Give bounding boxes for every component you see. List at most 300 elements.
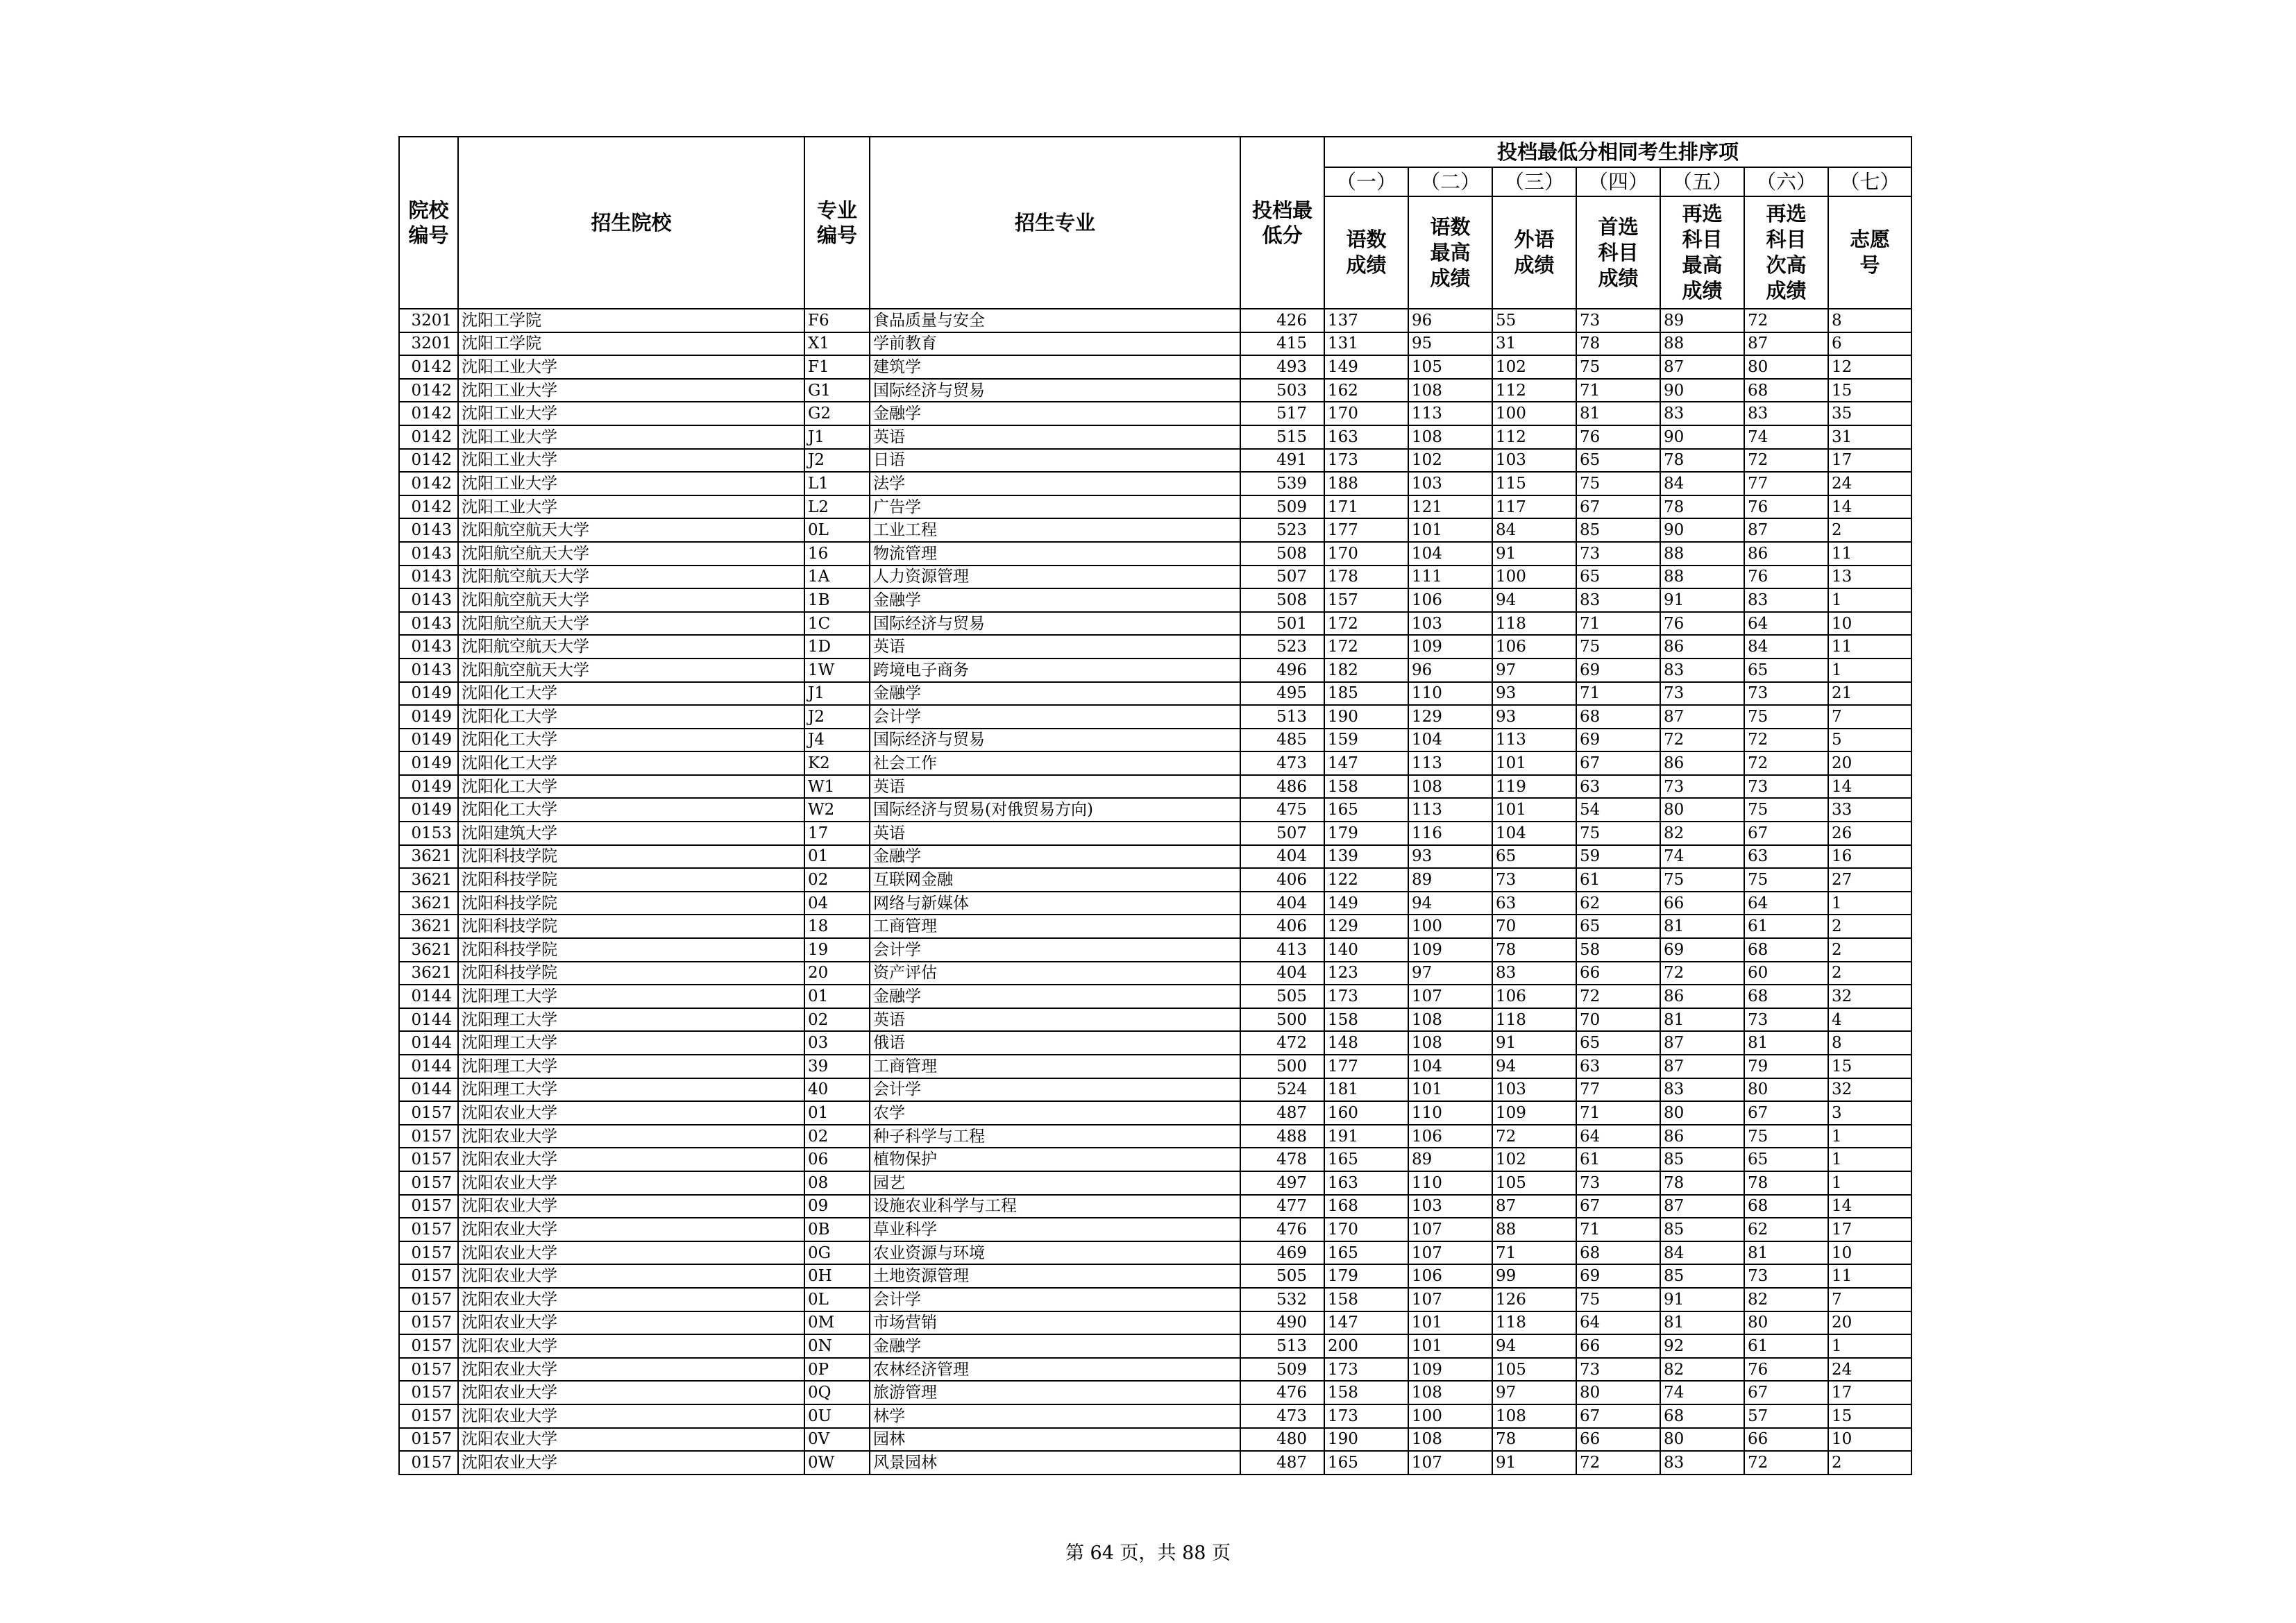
major-name-cell: 英语: [870, 635, 1240, 658]
rank7-cell: 33: [1828, 798, 1911, 822]
rank6-cell: 67: [1744, 1101, 1828, 1125]
school-name-cell: 沈阳科技学院: [458, 868, 804, 892]
rank2-cell: 101: [1408, 1334, 1492, 1358]
school-name-cell: 沈阳工学院: [458, 309, 804, 332]
school-code-cell: 0143: [399, 542, 458, 566]
min-score-cell: 505: [1240, 985, 1324, 1008]
major-code-cell: 1W: [804, 658, 870, 682]
rank3-cell: 102: [1492, 355, 1576, 379]
header-major: 招生专业: [870, 137, 1240, 309]
rank7-cell: 13: [1828, 566, 1911, 589]
table-row: [399, 332, 1911, 356]
rank6-cell: 64: [1744, 892, 1828, 915]
rank1-cell: 179: [1324, 822, 1408, 845]
rank6-cell: 67: [1744, 822, 1828, 845]
rank5-cell: 78: [1660, 495, 1744, 519]
major-code-cell: 0L: [804, 518, 870, 542]
school-name-cell: 沈阳农业大学: [458, 1358, 804, 1382]
school-name-cell: 沈阳化工大学: [458, 775, 804, 799]
rank6-cell: 72: [1744, 729, 1828, 752]
rank1-cell: 131: [1324, 332, 1408, 356]
rank2-cell: 107: [1408, 1218, 1492, 1241]
major-code-cell: J2: [804, 705, 870, 729]
rank4-cell: 78: [1576, 332, 1660, 356]
rank4-cell: 77: [1576, 1078, 1660, 1102]
rank1-cell: 182: [1324, 658, 1408, 682]
major-code-cell: G1: [804, 379, 870, 402]
min-score-cell: 496: [1240, 658, 1324, 682]
school-code-cell: 0142: [399, 402, 458, 425]
school-code-cell: 0149: [399, 751, 458, 775]
rank4-cell: 73: [1576, 309, 1660, 332]
rank7-cell: 10: [1828, 612, 1911, 636]
school-code-cell: 0143: [399, 635, 458, 658]
table-row: [399, 542, 1911, 566]
rank5-cell: 87: [1660, 1195, 1744, 1218]
rank1-cell: 173: [1324, 1358, 1408, 1382]
rank1-cell: 185: [1324, 682, 1408, 706]
rank4-cell: 71: [1576, 612, 1660, 636]
rank6-cell: 68: [1744, 1195, 1828, 1218]
min-score-cell: 487: [1240, 1101, 1324, 1125]
table-row: [399, 822, 1911, 845]
major-name-cell: 种子科学与工程: [870, 1125, 1240, 1148]
min-score-cell: 513: [1240, 705, 1324, 729]
rank2-cell: 108: [1408, 1031, 1492, 1055]
min-score-cell: 485: [1240, 729, 1324, 752]
major-name-cell: 广告学: [870, 495, 1240, 519]
rank3-cell: 94: [1492, 588, 1576, 612]
major-code-cell: 0B: [804, 1218, 870, 1241]
table-row: [399, 1264, 1911, 1288]
major-name-cell: 国际经济与贸易: [870, 612, 1240, 636]
rank6-cell: 81: [1744, 1031, 1828, 1055]
school-name-cell: 沈阳农业大学: [458, 1171, 804, 1195]
rank1-cell: 163: [1324, 425, 1408, 449]
table-row: [399, 379, 1911, 402]
school-code-cell: 0143: [399, 588, 458, 612]
rank1-cell: 190: [1324, 1428, 1408, 1452]
rank1-cell: 190: [1324, 705, 1408, 729]
rank4-cell: 66: [1576, 1334, 1660, 1358]
school-code-cell: 0143: [399, 612, 458, 636]
min-score-cell: 493: [1240, 355, 1324, 379]
table-row: [399, 1171, 1911, 1195]
rank4-cell: 65: [1576, 449, 1660, 473]
rank3-cell: 126: [1492, 1288, 1576, 1311]
rank7-cell: 11: [1828, 1264, 1911, 1288]
rank1-cell: 177: [1324, 518, 1408, 542]
school-name-cell: 沈阳科技学院: [458, 915, 804, 938]
school-code-cell: 0157: [399, 1288, 458, 1311]
min-score-cell: 415: [1240, 332, 1324, 356]
school-code-cell: 0144: [399, 985, 458, 1008]
rank7-cell: 4: [1828, 1008, 1911, 1032]
major-code-cell: 20: [804, 962, 870, 985]
table-row: [399, 495, 1911, 519]
major-code-cell: 02: [804, 1008, 870, 1032]
rank6-cell: 72: [1744, 751, 1828, 775]
rank3-cell: 101: [1492, 751, 1576, 775]
school-code-cell: 3621: [399, 868, 458, 892]
rank7-cell: 17: [1828, 1218, 1911, 1241]
table-row: [399, 1101, 1911, 1125]
major-name-cell: 金融学: [870, 845, 1240, 869]
table-row: [399, 472, 1911, 495]
school-code-cell: 0142: [399, 449, 458, 473]
rank2-cell: 121: [1408, 495, 1492, 519]
rank6-cell: 61: [1744, 1334, 1828, 1358]
min-score-cell: 478: [1240, 1148, 1324, 1171]
rank7-cell: 5: [1828, 729, 1911, 752]
rank2-cell: 107: [1408, 1241, 1492, 1265]
table-row: [399, 1381, 1911, 1404]
min-score-cell: 509: [1240, 1358, 1324, 1382]
rank2-cell: 108: [1408, 379, 1492, 402]
school-name-cell: 沈阳科技学院: [458, 938, 804, 962]
rank1-cell: 159: [1324, 729, 1408, 752]
major-code-cell: 01: [804, 985, 870, 1008]
min-score-cell: 505: [1240, 1264, 1324, 1288]
min-score-cell: 539: [1240, 472, 1324, 495]
rank6-cell: 73: [1744, 682, 1828, 706]
rank3-cell: 118: [1492, 612, 1576, 636]
school-name-cell: 沈阳化工大学: [458, 798, 804, 822]
rank4-cell: 71: [1576, 1218, 1660, 1241]
school-name-cell: 沈阳理工大学: [458, 985, 804, 1008]
major-name-cell: 土地资源管理: [870, 1264, 1240, 1288]
table-row: [399, 1334, 1911, 1358]
major-code-cell: 1A: [804, 566, 870, 589]
rank4-cell: 83: [1576, 588, 1660, 612]
rank5-cell: 85: [1660, 1218, 1744, 1241]
rank5-cell: 83: [1660, 658, 1744, 682]
major-name-cell: 工业工程: [870, 518, 1240, 542]
school-code-cell: 0144: [399, 1008, 458, 1032]
rank3-cell: 103: [1492, 1078, 1576, 1102]
min-score-cell: 426: [1240, 309, 1324, 332]
rank5-cell: 86: [1660, 985, 1744, 1008]
major-code-cell: 18: [804, 915, 870, 938]
min-score-cell: 517: [1240, 402, 1324, 425]
rank4-cell: 75: [1576, 822, 1660, 845]
rank7-cell: 8: [1828, 309, 1911, 332]
rank5-cell: 82: [1660, 822, 1744, 845]
rank6-cell: 75: [1744, 705, 1828, 729]
rank5-cell: 81: [1660, 1311, 1744, 1335]
school-code-cell: 0149: [399, 775, 458, 799]
rank3-cell: 118: [1492, 1311, 1576, 1335]
table-row: [399, 425, 1911, 449]
rank3-cell: 101: [1492, 798, 1576, 822]
school-name-cell: 沈阳化工大学: [458, 705, 804, 729]
min-score-cell: 500: [1240, 1008, 1324, 1032]
major-name-cell: 跨境电子商务: [870, 658, 1240, 682]
school-code-cell: 3621: [399, 962, 458, 985]
school-name-cell: 沈阳航空航天大学: [458, 635, 804, 658]
major-code-cell: W1: [804, 775, 870, 799]
rank3-cell: 93: [1492, 705, 1576, 729]
major-code-cell: F1: [804, 355, 870, 379]
rank5-cell: 78: [1660, 449, 1744, 473]
school-code-cell: 0157: [399, 1311, 458, 1335]
school-name-cell: 沈阳化工大学: [458, 682, 804, 706]
min-score-cell: 507: [1240, 566, 1324, 589]
major-code-cell: J2: [804, 449, 870, 473]
school-code-cell: 0143: [399, 658, 458, 682]
major-name-cell: 金融学: [870, 588, 1240, 612]
table-row: [399, 1031, 1911, 1055]
school-name-cell: 沈阳农业大学: [458, 1451, 804, 1475]
rank1-cell: 122: [1324, 868, 1408, 892]
table-row: [399, 1008, 1911, 1032]
major-code-cell: 19: [804, 938, 870, 962]
major-code-cell: 0V: [804, 1428, 870, 1452]
rank5-cell: 72: [1660, 962, 1744, 985]
min-score-cell: 475: [1240, 798, 1324, 822]
rank6-cell: 75: [1744, 868, 1828, 892]
rank3-cell: 105: [1492, 1171, 1576, 1195]
school-name-cell: 沈阳农业大学: [458, 1381, 804, 1404]
min-score-cell: 473: [1240, 751, 1324, 775]
rank2-cell: 108: [1408, 1008, 1492, 1032]
major-name-cell: 学前教育: [870, 332, 1240, 356]
table-row: [399, 635, 1911, 658]
min-score-cell: 404: [1240, 962, 1324, 985]
rank2-cell: 113: [1408, 798, 1492, 822]
min-score-cell: 491: [1240, 449, 1324, 473]
rank2-cell: 104: [1408, 542, 1492, 566]
rank1-cell: 165: [1324, 798, 1408, 822]
rank3-cell: 88: [1492, 1218, 1576, 1241]
rank5-cell: 74: [1660, 1381, 1744, 1404]
table-row: [399, 1195, 1911, 1218]
rank1-cell: 149: [1324, 355, 1408, 379]
min-score-cell: 476: [1240, 1381, 1324, 1404]
rank1-cell: 177: [1324, 1055, 1408, 1078]
school-name-cell: 沈阳航空航天大学: [458, 658, 804, 682]
major-name-cell: 旅游管理: [870, 1381, 1240, 1404]
rank1-cell: 179: [1324, 1264, 1408, 1288]
school-code-cell: 3201: [399, 309, 458, 332]
school-name-cell: 沈阳理工大学: [458, 1031, 804, 1055]
major-code-cell: 01: [804, 845, 870, 869]
min-score-cell: 497: [1240, 1171, 1324, 1195]
rank-label-header: 再选科目次高成绩: [1744, 196, 1828, 309]
rank3-cell: 78: [1492, 1428, 1576, 1452]
rank1-cell: 148: [1324, 1031, 1408, 1055]
rank7-cell: 1: [1828, 892, 1911, 915]
rank2-cell: 105: [1408, 355, 1492, 379]
rank4-cell: 80: [1576, 1381, 1660, 1404]
rank2-cell: 109: [1408, 938, 1492, 962]
school-code-cell: 0144: [399, 1055, 458, 1078]
table-row: [399, 309, 1911, 332]
rank1-cell: 158: [1324, 775, 1408, 799]
rank2-cell: 104: [1408, 1055, 1492, 1078]
rank6-cell: 87: [1744, 518, 1828, 542]
table-row: [399, 1451, 1911, 1475]
rank2-cell: 103: [1408, 612, 1492, 636]
rank4-cell: 67: [1576, 1404, 1660, 1428]
min-score-cell: 480: [1240, 1428, 1324, 1452]
table-row: [399, 518, 1911, 542]
major-code-cell: W2: [804, 798, 870, 822]
major-code-cell: 1B: [804, 588, 870, 612]
school-code-cell: 0157: [399, 1171, 458, 1195]
major-code-cell: J1: [804, 425, 870, 449]
rank5-cell: 83: [1660, 1078, 1744, 1102]
major-name-cell: 英语: [870, 775, 1240, 799]
major-name-cell: 日语: [870, 449, 1240, 473]
rank7-cell: 2: [1828, 938, 1911, 962]
major-name-cell: 会计学: [870, 1288, 1240, 1311]
rank1-cell: 158: [1324, 1288, 1408, 1311]
major-code-cell: F6: [804, 309, 870, 332]
school-code-cell: 0157: [399, 1334, 458, 1358]
rank2-cell: 106: [1408, 1264, 1492, 1288]
school-name-cell: 沈阳航空航天大学: [458, 566, 804, 589]
rank4-cell: 61: [1576, 1148, 1660, 1171]
rank1-cell: 178: [1324, 566, 1408, 589]
major-name-cell: 设施农业科学与工程: [870, 1195, 1240, 1218]
rank1-cell: 173: [1324, 1404, 1408, 1428]
rank6-cell: 74: [1744, 425, 1828, 449]
major-name-cell: 国际经济与贸易(对俄贸易方向): [870, 798, 1240, 822]
rank2-cell: 103: [1408, 1195, 1492, 1218]
major-name-cell: 工商管理: [870, 1055, 1240, 1078]
rank7-cell: 2: [1828, 962, 1911, 985]
rank6-cell: 67: [1744, 1381, 1828, 1404]
rank2-cell: 89: [1408, 868, 1492, 892]
rank2-cell: 108: [1408, 1428, 1492, 1452]
school-name-cell: 沈阳农业大学: [458, 1404, 804, 1428]
rank3-cell: 94: [1492, 1334, 1576, 1358]
rank2-cell: 95: [1408, 332, 1492, 356]
school-name-cell: 沈阳理工大学: [458, 1055, 804, 1078]
school-code-cell: 0157: [399, 1451, 458, 1475]
rank6-cell: 68: [1744, 985, 1828, 1008]
table-row: [399, 962, 1911, 985]
rank6-cell: 80: [1744, 355, 1828, 379]
rank5-cell: 91: [1660, 588, 1744, 612]
rank5-cell: 83: [1660, 402, 1744, 425]
school-name-cell: 沈阳农业大学: [458, 1334, 804, 1358]
school-code-cell: 0149: [399, 682, 458, 706]
rank1-cell: 188: [1324, 472, 1408, 495]
major-name-cell: 金融学: [870, 682, 1240, 706]
rank7-cell: 11: [1828, 635, 1911, 658]
major-code-cell: 02: [804, 1125, 870, 1148]
rank4-cell: 64: [1576, 1311, 1660, 1335]
table-row: [399, 355, 1911, 379]
major-code-cell: 0Q: [804, 1381, 870, 1404]
rank-label-header: 再选科目最高成绩: [1660, 196, 1744, 309]
rank3-cell: 97: [1492, 1381, 1576, 1404]
school-code-cell: 0149: [399, 705, 458, 729]
rank2-cell: 103: [1408, 472, 1492, 495]
major-name-cell: 农业资源与环境: [870, 1241, 1240, 1265]
rank4-cell: 69: [1576, 658, 1660, 682]
rank3-cell: 71: [1492, 1241, 1576, 1265]
rank1-cell: 158: [1324, 1381, 1408, 1404]
rank6-cell: 83: [1744, 588, 1828, 612]
rank7-cell: 8: [1828, 1031, 1911, 1055]
rank-number-header: （三）: [1492, 167, 1576, 196]
school-name-cell: 沈阳建筑大学: [458, 822, 804, 845]
rank3-cell: 78: [1492, 938, 1576, 962]
school-name-cell: 沈阳工业大学: [458, 449, 804, 473]
rank5-cell: 75: [1660, 868, 1744, 892]
school-code-cell: 0157: [399, 1218, 458, 1241]
rank5-cell: 81: [1660, 1008, 1744, 1032]
rank7-cell: 2: [1828, 1451, 1911, 1475]
major-code-cell: 16: [804, 542, 870, 566]
rank3-cell: 91: [1492, 1031, 1576, 1055]
rank5-cell: 76: [1660, 612, 1744, 636]
rank5-cell: 88: [1660, 332, 1744, 356]
min-score-cell: 469: [1240, 1241, 1324, 1265]
rank5-cell: 68: [1660, 1404, 1744, 1428]
rank1-cell: 162: [1324, 379, 1408, 402]
rank5-cell: 78: [1660, 1171, 1744, 1195]
rank7-cell: 26: [1828, 822, 1911, 845]
rank4-cell: 72: [1576, 1451, 1660, 1475]
rank2-cell: 108: [1408, 775, 1492, 799]
rank7-cell: 16: [1828, 845, 1911, 869]
rank4-cell: 65: [1576, 915, 1660, 938]
rank7-cell: 35: [1828, 402, 1911, 425]
rank3-cell: 87: [1492, 1195, 1576, 1218]
rank1-cell: 157: [1324, 588, 1408, 612]
rank3-cell: 99: [1492, 1264, 1576, 1288]
rank1-cell: 147: [1324, 1311, 1408, 1335]
school-name-cell: 沈阳航空航天大学: [458, 588, 804, 612]
school-name-cell: 沈阳农业大学: [458, 1195, 804, 1218]
table-row: [399, 868, 1911, 892]
rank5-cell: 86: [1660, 635, 1744, 658]
major-code-cell: 0L: [804, 1288, 870, 1311]
rank-number-header: （一）: [1324, 167, 1408, 196]
rank4-cell: 63: [1576, 775, 1660, 799]
major-code-cell: 0G: [804, 1241, 870, 1265]
rank2-cell: 110: [1408, 1101, 1492, 1125]
major-code-cell: 03: [804, 1031, 870, 1055]
rank5-cell: 87: [1660, 355, 1744, 379]
rank1-cell: 172: [1324, 612, 1408, 636]
rank5-cell: 74: [1660, 845, 1744, 869]
min-score-cell: 472: [1240, 1031, 1324, 1055]
rank5-cell: 87: [1660, 1055, 1744, 1078]
header-school-code: 院校编号: [399, 137, 458, 309]
min-score-cell: 488: [1240, 1125, 1324, 1148]
rank1-cell: 149: [1324, 892, 1408, 915]
major-code-cell: J4: [804, 729, 870, 752]
rank1-cell: 200: [1324, 1334, 1408, 1358]
major-name-cell: 市场营销: [870, 1311, 1240, 1335]
school-code-cell: 0157: [399, 1381, 458, 1404]
rank6-cell: 66: [1744, 1428, 1828, 1452]
rank5-cell: 87: [1660, 1031, 1744, 1055]
rank4-cell: 63: [1576, 1055, 1660, 1078]
rank7-cell: 20: [1828, 1311, 1911, 1335]
major-name-cell: 金融学: [870, 402, 1240, 425]
rank5-cell: 83: [1660, 1451, 1744, 1475]
school-code-cell: 0144: [399, 1031, 458, 1055]
rank1-cell: 163: [1324, 1171, 1408, 1195]
rank1-cell: 171: [1324, 495, 1408, 519]
major-code-cell: 0N: [804, 1334, 870, 1358]
